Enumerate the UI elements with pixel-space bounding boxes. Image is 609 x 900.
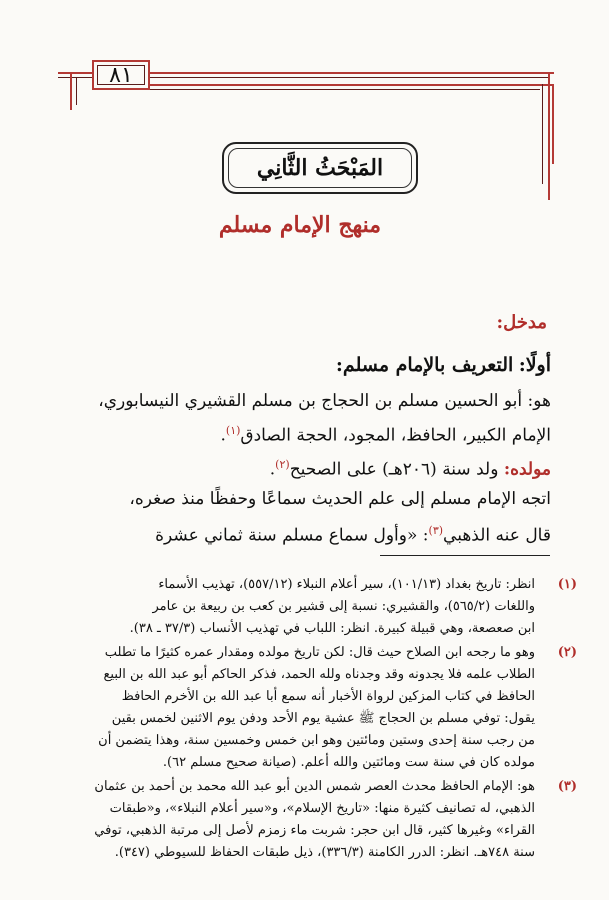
chapter-title: منهج الإمام مسلم [218,212,382,238]
footnote-ref-2[interactable]: (٢) [275,458,290,471]
footnote-divider [380,555,550,556]
footnote-line: مولده كان في سنة ست ومائتين والله أعلم. (صيانة صحيح مسلم ٦٢). [162,755,535,770]
footnote-line: من رجب سنة إحدى وستين ومائتين وهو ابن خمس وخمسين سنة، وهذا يتضمن أن [98,733,535,748]
footnote-body [48,642,535,774]
heading-text: التعريف بالإمام مسلم: [335,354,514,376]
body-line-2-end: . [220,425,226,446]
footnote-line: ابن صعصعة، وهي قبيلة كبيرة. انظر: اللباب في تهذيب الأنساب (٣٧/٣ ـ ٣٨). [129,621,535,636]
heading-line [60,350,551,381]
footnote-1 [48,574,575,640]
footnote-line: انظر: تاريخ بغداد (١٠١/١٣)، سير أعلام النبلاء (٥٥٧/١٢)، تهذيب الأسماء [158,577,535,592]
footnote-ref-1[interactable]: (١) [225,424,241,437]
body-line-5 [60,516,551,551]
body-line-2 [60,416,551,451]
footnote-line: القراء» وغيرها كثير، قال ابن حجر: شربت ماء زمزم لأصل إلى مرتبة الذهبي، توفي [94,823,535,838]
footnote-line: واللغات (٥٦٥/٢)، والقشيري: نسبة إلى قشير بن كعب بن ربيعة بن عامر [152,599,535,614]
footnote-line: هو: الإمام الحافظ محدث العصر شمس الدين أبو عبد الله محمد بن أحمد بن عثمان [94,779,535,794]
footnote-line: يقول: توفي مسلم بن الحجاج ﷺ عشية يوم الأحد ودفن يوم الاثنين لخمس بقين [111,711,535,726]
footnote-body [48,574,535,640]
footnote-2 [48,642,575,774]
footnote-number: (١) [557,577,577,592]
body-line-5-b: : «وأول سماع مسلم سنة ثماني عشرة [155,525,429,546]
heading-prefix: أولًا: [518,354,551,376]
footnote-line: الذهبي، له تصانيف كثيرة منها: «تاريخ الإسلام»، و«سير أعلام النبلاء»، و«طبقات [109,801,535,816]
body-line-2-text: الإمام الكبير، الحافظ، المجود، الحجة الصادق [240,425,551,446]
body-line-5-a: قال عنه الذهبي [443,525,551,546]
footnote-number: (٢) [557,645,577,660]
page-number-frame [92,60,150,90]
footnote-line: وهو ما رجحه ابن الصلاح حيث قال: لكن تاريخ مولده ومقدار عمره كثيرًا ما تطلب [104,645,535,660]
footnote-3 [48,776,575,864]
footnote-line: الحافظ في كتاب المزكين لرواة الأخبار أنه سمع أبا عبد الله بن الأخرم الحافظ [121,689,535,704]
body-line-3-text: ولد سنة (٢٠٦هـ) على الصحيح [289,459,504,480]
body-line-4: اتجه الإمام مسلم إلى علم الحديث سماعًا وحفظًا منذ صغره، [129,489,551,509]
footnote-line: الطلاب علمه فلا يجدونه وقد وجدناه ولله الحمد، فذكر الحاكم أبو عبد الله بن البيع [103,667,535,682]
body-line-3 [60,450,551,485]
birth-label: مولده: [503,459,551,480]
section-title: المَبْحَثُ الثَّانِي [256,155,384,181]
footnote-number: (٣) [557,779,577,794]
intro-label: مدخل: [496,312,547,333]
section-title-frame [222,142,418,194]
body-line-3-end: . [269,459,276,480]
page-number: ٨١ [109,62,133,88]
footnote-body [48,776,535,864]
body-line-1: هو: أبو الحسين مسلم بن الحجاج بن مسلم القشيري النيسابوري، [98,391,551,411]
footnote-line: سنة ٧٤٨هـ. انظر: الدرر الكامنة (٣٣٦/٣)، ذيل طبقات الحفاظ للسيوطي (٣٤٧). [114,845,535,860]
footnote-ref-3[interactable]: (٣) [428,524,444,537]
